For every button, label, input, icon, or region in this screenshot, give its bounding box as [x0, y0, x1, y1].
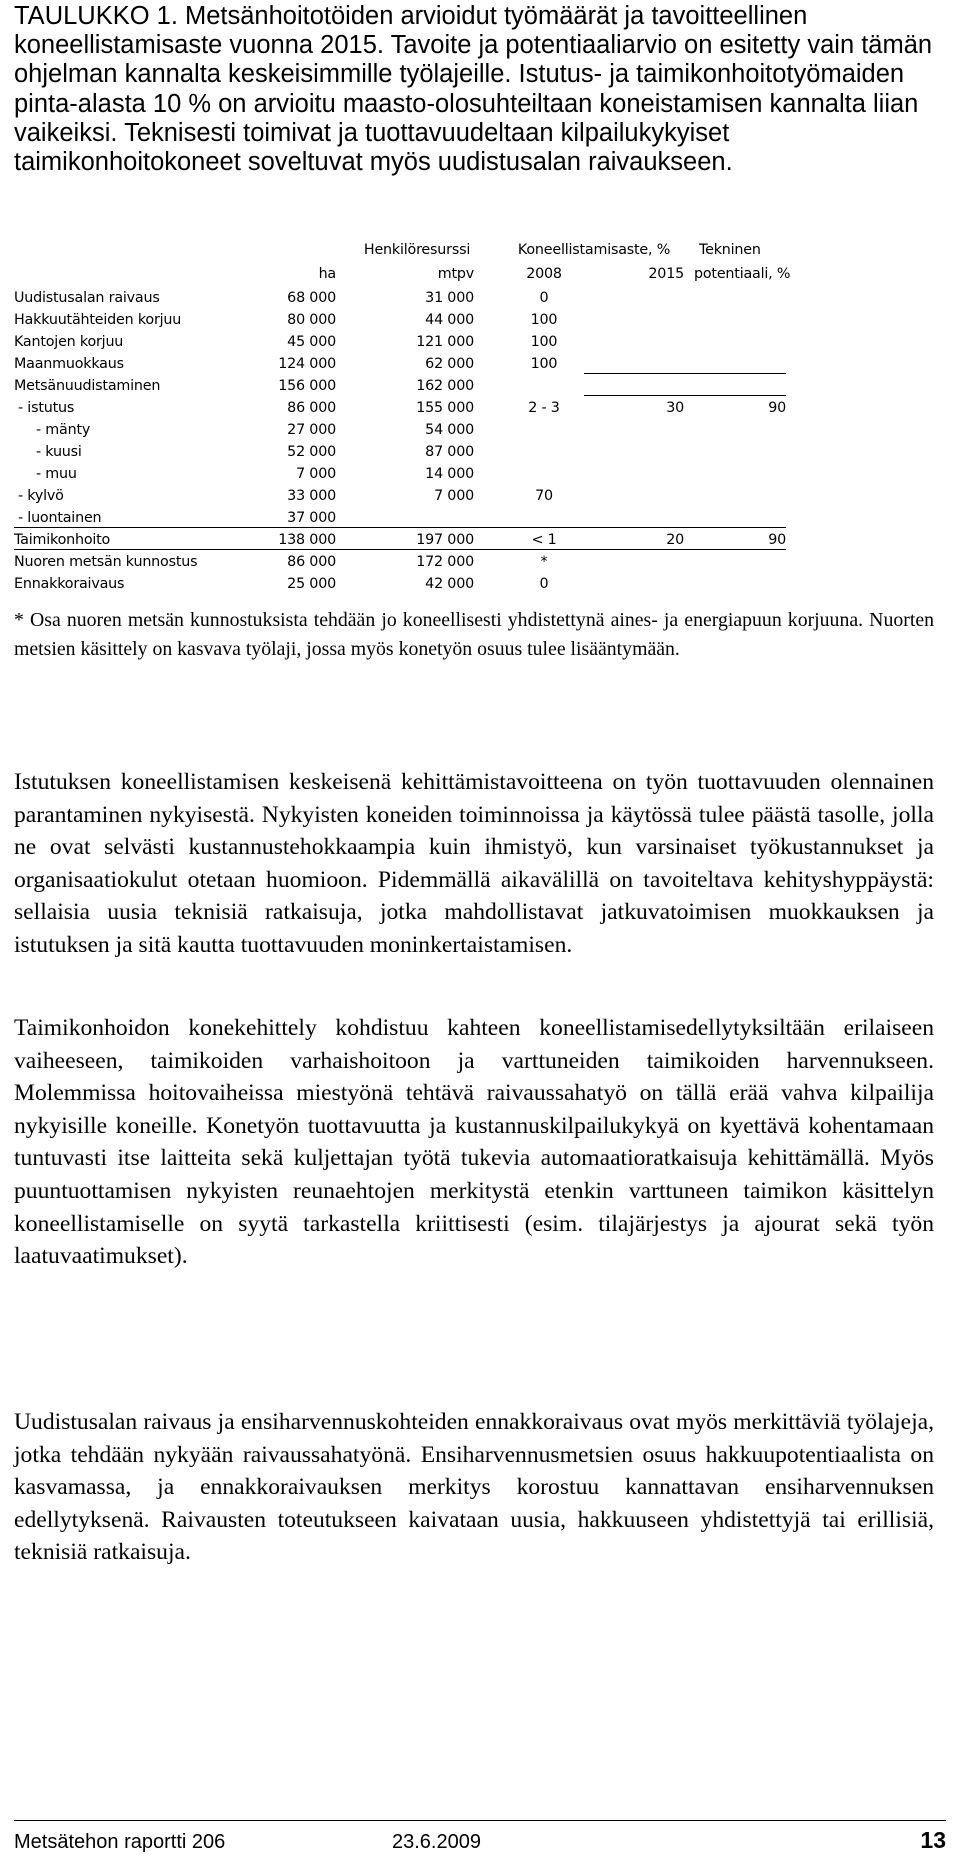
- row-mtpv: 121 000: [416, 334, 474, 350]
- row-mtpv: 54 000: [425, 422, 474, 438]
- row-label: - istutus: [18, 400, 75, 416]
- paragraph-3: Uudistusalan raivaus ja ensiharvennuskohteiden ennakkoraivaus ovat myös merkittäviä työlajeja, jotka tehdään nykyään raivaussahatyönä. Ensiharvennusmetsien osuus hakkuupotentiaalista on kasvamassa, ja ennakkoraivauksen merkitys korostuu kannattavan ensiharvennuksen edellytyksenä. Raivausten toteutukseen kaivataan uusia, hakkuuseen yhdistettyjä tai erillisiä, teknisiä ratkaisuja.: [14, 1409, 934, 1566]
- row-ha: 86 000: [287, 400, 336, 416]
- header-henkiloresurssi: Henkilöresurssi: [363, 242, 471, 258]
- paragraph-2: Taimikonhoidon konekehittely kohdistuu kahteen koneellistamisedellytyksiltään erilaiseen vaiheeseen, taimikoiden varhaishoitoon ja varttuneiden taimikoiden harvennukseen. Molemmissa hoitovaiheissa miestyönä tehtävä raivaussahatyö on tällä erää vahva kilpailija nykyisille koneille. Konetyön tuottavuutta ja kustannuskilpailukykyä on kyettävä kohentamaan tuntuvasti itse laitteita sekä kuljettajan työtä tukevia automaatioratkaisuja kehittämällä. Myös puuntuottamisen nykyisten reunaehtojen merkitystä etenkin varttuneen taimikon käsittelyn koneellistamiselle on syytä tarkastella kriittisesti (esim. tilajärjestys ja ajourat sekä työn laatuvaatimukset).: [14, 1015, 934, 1270]
- row-2008: 100: [530, 312, 558, 328]
- row-2008: 70: [535, 488, 553, 504]
- rule-above-istutus: [584, 373, 786, 374]
- header-ha: ha: [318, 266, 336, 282]
- row-potentiaali: 90: [768, 532, 786, 548]
- header-2015: 2015: [648, 266, 684, 282]
- row-label: Ennakkoraivaus: [14, 576, 125, 592]
- row-ha: 86 000: [287, 554, 336, 570]
- row-label: - kylvö: [18, 488, 64, 504]
- header-mtpv: mtpv: [437, 266, 474, 282]
- row-label: - mänty: [36, 422, 91, 438]
- row-ha: 25 000: [287, 576, 336, 592]
- header-potentiaali: potentiaali, %: [694, 266, 791, 282]
- rule-above-taimikonhoito: [14, 527, 786, 528]
- row-mtpv: 172 000: [416, 554, 474, 570]
- table-footnote: * Osa nuoren metsän kunnostuksista tehdään jo koneellisesti yhdistettynä aines- ja energiapuun korjuuna. Nuorten metsien käsittely on kasvava työlaji, jossa myös konetyön osuus tulee lisääntymään.: [14, 609, 934, 660]
- row-potentiaali: 90: [768, 400, 786, 416]
- row-2008: 2 - 3: [528, 400, 560, 416]
- row-ha: 124 000: [278, 356, 336, 372]
- row-ha: 68 000: [287, 290, 336, 306]
- row-mtpv: 162 000: [416, 378, 474, 394]
- row-2008: 0: [539, 576, 549, 592]
- rule-below-istutus: [584, 395, 786, 396]
- row-label: - kuusi: [36, 444, 82, 460]
- row-label: - luontainen: [18, 510, 102, 526]
- row-2008: *: [540, 554, 548, 570]
- row-2008: < 1: [531, 532, 557, 548]
- footer-date: 23.6.2009: [392, 1831, 481, 1853]
- row-ha: 33 000: [287, 488, 336, 504]
- row-ha: 37 000: [287, 510, 336, 526]
- row-ha: 45 000: [287, 334, 336, 350]
- row-ha: 80 000: [287, 312, 336, 328]
- row-label: Metsänuudistaminen: [14, 378, 161, 394]
- row-mtpv: 7 000: [434, 488, 474, 504]
- rule-below-taimikonhoito: [14, 549, 786, 550]
- row-ha: 138 000: [278, 532, 336, 548]
- row-label: Uudistusalan raivaus: [14, 290, 160, 306]
- footer-rule: [14, 1820, 946, 1821]
- row-label: Hakkuutähteiden korjuu: [14, 312, 182, 328]
- row-mtpv: 42 000: [425, 576, 474, 592]
- header-koneellistamisaste: Koneellistamisaste, %: [517, 242, 671, 258]
- row-mtpv: 31 000: [425, 290, 474, 306]
- header-2008: 2008: [526, 266, 562, 282]
- row-label: Nuoren metsän kunnostus: [14, 554, 198, 570]
- row-ha: 7 000: [296, 466, 336, 482]
- row-2008: 0: [539, 290, 549, 306]
- row-mtpv: 62 000: [425, 356, 474, 372]
- row-mtpv: 87 000: [425, 444, 474, 460]
- row-mtpv: 44 000: [425, 312, 474, 328]
- row-2015: 20: [666, 532, 684, 548]
- table-caption: TAULUKKO 1. Metsänhoitotöiden arvioidut työmäärät ja tavoitteellinen koneellistamisaste vuonna 2015. Tavoite ja potentiaaliarvio on esitetty vain tämän ohjelman kannalta keskeisimmille työlajeille. Istutus- ja taimikonhoitotyömaiden pinta-alasta 10 % on arvioitu maasto-olosuhteiltaan koneistamisen kannalta liian vaikeiksi. Teknisesti toimivat ja tuottavuudeltaan kilpailukykyiset taimikonhoitokoneet soveltuvat myös uudistusalan raivaukseen.: [14, 2, 933, 177]
- row-label: Taimikonhoito: [14, 532, 111, 548]
- row-mtpv: 155 000: [416, 400, 474, 416]
- row-mtpv: 197 000: [416, 532, 474, 548]
- row-2015: 30: [666, 400, 684, 416]
- page-number: 13: [920, 1827, 946, 1853]
- row-2008: 100: [530, 356, 558, 372]
- row-ha: 156 000: [278, 378, 336, 394]
- workload-table: [14, 240, 944, 592]
- row-label: Maanmuokkaus: [14, 356, 124, 372]
- footer-report-name: Metsätehon raportti 206: [14, 1831, 226, 1853]
- row-label: Kantojen korjuu: [14, 334, 124, 350]
- header-tekninen: Tekninen: [699, 242, 761, 258]
- row-ha: 52 000: [287, 444, 336, 460]
- row-ha: 27 000: [287, 422, 336, 438]
- row-label: - muu: [36, 466, 77, 482]
- row-mtpv: 14 000: [425, 466, 474, 482]
- row-2008: 100: [530, 334, 558, 350]
- paragraph-1: Istutuksen koneellistamisen keskeisenä kehittämistavoitteena on työn tuottavuuden olennainen parantaminen nykyisestä. Nykyisten koneiden toiminnoissa ja käytössä tulee päästä tasolle, jolla ne ovat selvästi kustannustehokkaampia kuin ihmistyö, kun varsinaiset työkustannukset ja organisaatiokulut otetaan huomioon. Pidemmällä aikavälillä on tavoiteltava kehityshyppäystä: sellaisia uusia teknisiä ratkaisuja, jotka mahdollistavat jatkuvatoimisen muokkauksen ja istutuksen ja sitä kautta tuottavuuden moninkertaistamisen.: [14, 769, 934, 958]
